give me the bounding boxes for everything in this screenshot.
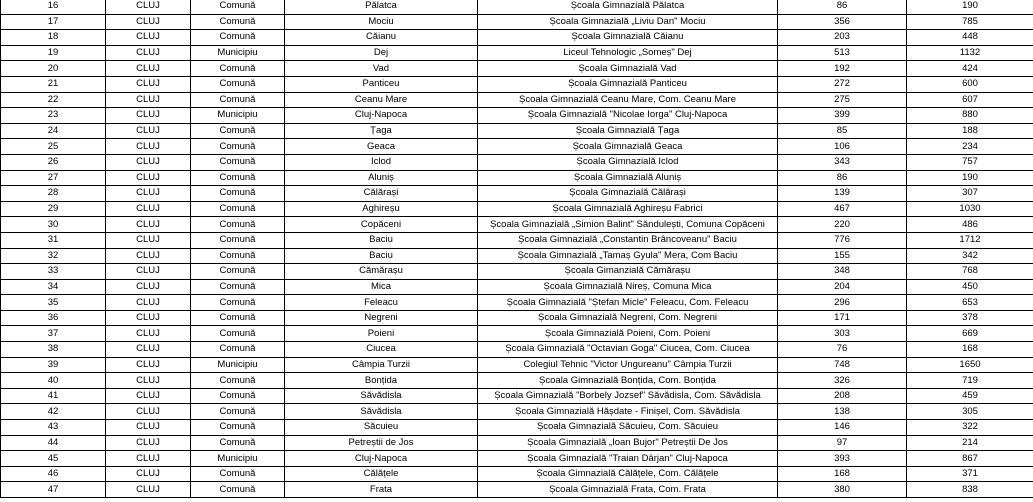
value-b-cell: 305 xyxy=(907,404,1033,420)
locality-type-cell: Municipiu xyxy=(191,451,285,467)
locality-cell: Căianu xyxy=(285,30,478,46)
county-cell: CLUJ xyxy=(106,342,191,358)
value-a-cell: 343 xyxy=(778,154,907,170)
value-b-cell: 450 xyxy=(907,279,1033,295)
locality-type-cell: Municipiu xyxy=(191,108,285,124)
school-name-cell: Școala Gimnazială „Ioan Bujor" Petreștii De Jos xyxy=(478,435,778,451)
locality-type-cell: Comună xyxy=(191,248,285,264)
county-cell: CLUJ xyxy=(106,482,191,498)
locality-cell: Ceanu Mare xyxy=(285,92,478,108)
locality-cell: Iclod xyxy=(285,154,478,170)
school-name-cell: Școala Gimnazială Poieni, Com. Poieni xyxy=(478,326,778,342)
county-cell: CLUJ xyxy=(106,264,191,280)
row-number-cell: 22 xyxy=(1,92,106,108)
table-row xyxy=(1,0,1033,14)
school-name-cell: Școala Gimnazială Ceanu Mare, Com. Ceanu Mare xyxy=(478,92,778,108)
value-b-cell: 768 xyxy=(907,264,1033,280)
locality-type-cell: Comună xyxy=(191,232,285,248)
table-body xyxy=(1,0,1033,498)
table-row xyxy=(1,279,1033,295)
locality-type-cell: Comună xyxy=(191,76,285,92)
school-name-cell: Colegiul Tehnic "Victor Ungureanu" Câmpia Turzii xyxy=(478,357,778,373)
county-cell: CLUJ xyxy=(106,123,191,139)
county-cell: CLUJ xyxy=(106,420,191,436)
table-row xyxy=(1,61,1033,77)
locality-type-cell: Comună xyxy=(191,139,285,155)
locality-cell: Dej xyxy=(285,45,478,61)
locality-cell: Aluniș xyxy=(285,170,478,186)
table-row xyxy=(1,186,1033,202)
locality-type-cell: Comună xyxy=(191,404,285,420)
value-a-cell: 106 xyxy=(778,139,907,155)
row-number-cell: 29 xyxy=(1,201,106,217)
locality-type-cell: Comună xyxy=(191,420,285,436)
value-b-cell: 424 xyxy=(907,61,1033,77)
locality-cell: Mociu xyxy=(285,14,478,30)
locality-cell: Feleacu xyxy=(285,295,478,311)
value-a-cell: 204 xyxy=(778,279,907,295)
table-row xyxy=(1,170,1033,186)
locality-cell: Negreni xyxy=(285,310,478,326)
value-a-cell: 208 xyxy=(778,388,907,404)
table-row xyxy=(1,14,1033,30)
county-cell: CLUJ xyxy=(106,404,191,420)
school-name-cell: Școala Gimnazială Negreni, Com. Negreni xyxy=(478,310,778,326)
locality-cell: Săvădisla xyxy=(285,404,478,420)
county-cell: CLUJ xyxy=(106,0,191,14)
row-number-cell: 17 xyxy=(1,14,106,30)
row-number-cell: 19 xyxy=(1,45,106,61)
locality-cell: Petreștii de Jos xyxy=(285,435,478,451)
value-b-cell: 168 xyxy=(907,342,1033,358)
locality-type-cell: Comună xyxy=(191,123,285,139)
value-a-cell: 192 xyxy=(778,61,907,77)
value-b-cell: 1132 xyxy=(907,45,1033,61)
table-row xyxy=(1,404,1033,420)
locality-cell: Ciucea xyxy=(285,342,478,358)
county-cell: CLUJ xyxy=(106,295,191,311)
locality-type-cell: Comună xyxy=(191,466,285,482)
table-row xyxy=(1,92,1033,108)
table-row xyxy=(1,326,1033,342)
locality-type-cell: Comună xyxy=(191,92,285,108)
locality-type-cell: Comună xyxy=(191,388,285,404)
locality-type-cell: Comună xyxy=(191,14,285,30)
locality-cell: Panticeu xyxy=(285,76,478,92)
table-row xyxy=(1,45,1033,61)
value-a-cell: 303 xyxy=(778,326,907,342)
value-b-cell: 378 xyxy=(907,310,1033,326)
locality-type-cell: Municipiu xyxy=(191,45,285,61)
school-name-cell: Școala Gimnazială "Nicolae Iorga" Cluj-Napoca xyxy=(478,108,778,124)
value-b-cell: 322 xyxy=(907,420,1033,436)
row-number-cell: 45 xyxy=(1,451,106,467)
value-b-cell: 188 xyxy=(907,123,1033,139)
locality-type-cell: Comună xyxy=(191,154,285,170)
county-cell: CLUJ xyxy=(106,232,191,248)
county-cell: CLUJ xyxy=(106,279,191,295)
table-row xyxy=(1,342,1033,358)
table-row xyxy=(1,466,1033,482)
county-cell: CLUJ xyxy=(106,92,191,108)
row-number-cell: 33 xyxy=(1,264,106,280)
school-name-cell: Liceul Tehnologic „Someș" Dej xyxy=(478,45,778,61)
value-b-cell: 342 xyxy=(907,248,1033,264)
table-row xyxy=(1,264,1033,280)
county-cell: CLUJ xyxy=(106,201,191,217)
school-name-cell: Școala Gimnazială Țaga xyxy=(478,123,778,139)
locality-cell: Poieni xyxy=(285,326,478,342)
row-number-cell: 46 xyxy=(1,466,106,482)
county-cell: CLUJ xyxy=(106,170,191,186)
table-row xyxy=(1,482,1033,498)
county-cell: CLUJ xyxy=(106,310,191,326)
value-a-cell: 86 xyxy=(778,0,907,14)
locality-cell: Săcuieu xyxy=(285,420,478,436)
county-cell: CLUJ xyxy=(106,186,191,202)
value-a-cell: 348 xyxy=(778,264,907,280)
school-name-cell: Școala Gimnazială Nireș, Comuna Mica xyxy=(478,279,778,295)
value-b-cell: 1030 xyxy=(907,201,1033,217)
value-a-cell: 97 xyxy=(778,435,907,451)
row-number-cell: 47 xyxy=(1,482,106,498)
table-row xyxy=(1,30,1033,46)
school-name-cell: Școala Gimanzială Cămărașu xyxy=(478,264,778,280)
locality-cell: Cluj-Napoca xyxy=(285,451,478,467)
county-cell: CLUJ xyxy=(106,45,191,61)
locality-cell: Vad xyxy=(285,61,478,77)
school-name-cell: Școala Gimnazială „Simion Balint" Săndulești, Comuna Copăceni xyxy=(478,217,778,233)
row-number-cell: 43 xyxy=(1,420,106,436)
county-cell: CLUJ xyxy=(106,466,191,482)
value-b-cell: 307 xyxy=(907,186,1033,202)
value-b-cell: 1650 xyxy=(907,357,1033,373)
locality-cell: Pălatca xyxy=(285,0,478,14)
value-a-cell: 171 xyxy=(778,310,907,326)
school-name-cell: Școala Gimnazială "Octavian Goga" Ciucea, Com. Ciucea xyxy=(478,342,778,358)
locality-type-cell: Comună xyxy=(191,264,285,280)
school-name-cell: Școala Gimnazială Pălatca xyxy=(478,0,778,14)
value-a-cell: 513 xyxy=(778,45,907,61)
value-a-cell: 272 xyxy=(778,76,907,92)
school-name-cell: Școala Gimnazială "Ștefan Micle" Feleacu, Com. Feleacu xyxy=(478,295,778,311)
value-a-cell: 275 xyxy=(778,92,907,108)
school-name-cell: Școala Gimnazială Frata, Com. Frata xyxy=(478,482,778,498)
table-row xyxy=(1,420,1033,436)
row-number-cell: 27 xyxy=(1,170,106,186)
row-number-cell: 42 xyxy=(1,404,106,420)
value-a-cell: 393 xyxy=(778,451,907,467)
value-b-cell: 669 xyxy=(907,326,1033,342)
table-row xyxy=(1,108,1033,124)
locality-type-cell: Comună xyxy=(191,61,285,77)
locality-type-cell: Comună xyxy=(191,30,285,46)
row-number-cell: 23 xyxy=(1,108,106,124)
locality-cell: Copăceni xyxy=(285,217,478,233)
value-b-cell: 719 xyxy=(907,373,1033,389)
locality-type-cell: Comună xyxy=(191,201,285,217)
school-name-cell: Școala Gimnazială Călățele, Com. Călățele xyxy=(478,466,778,482)
table-row xyxy=(1,295,1033,311)
locality-cell: Săvădisla xyxy=(285,388,478,404)
value-b-cell: 371 xyxy=(907,466,1033,482)
locality-cell: Călățele xyxy=(285,466,478,482)
table-row xyxy=(1,201,1033,217)
value-b-cell: 234 xyxy=(907,139,1033,155)
value-b-cell: 486 xyxy=(907,217,1033,233)
value-a-cell: 326 xyxy=(778,373,907,389)
value-a-cell: 220 xyxy=(778,217,907,233)
table-row xyxy=(1,357,1033,373)
value-a-cell: 356 xyxy=(778,14,907,30)
locality-cell: Bonțida xyxy=(285,373,478,389)
county-cell: CLUJ xyxy=(106,435,191,451)
value-b-cell: 757 xyxy=(907,154,1033,170)
row-number-cell: 20 xyxy=(1,61,106,77)
locality-type-cell: Comună xyxy=(191,217,285,233)
row-number-cell: 28 xyxy=(1,186,106,202)
locality-cell: Cămărașu xyxy=(285,264,478,280)
locality-type-cell: Municipiu xyxy=(191,357,285,373)
locality-cell: Câmpia Turzii xyxy=(285,357,478,373)
row-number-cell: 34 xyxy=(1,279,106,295)
school-name-cell: Școala Gimnazială Panticeu xyxy=(478,76,778,92)
county-cell: CLUJ xyxy=(106,217,191,233)
county-cell: CLUJ xyxy=(106,14,191,30)
row-number-cell: 21 xyxy=(1,76,106,92)
school-name-cell: Școala Gimnazială "Borbely Jozsef" Săvădisla, Com. Săvădisla xyxy=(478,388,778,404)
locality-type-cell: Comună xyxy=(191,310,285,326)
county-cell: CLUJ xyxy=(106,248,191,264)
county-cell: CLUJ xyxy=(106,61,191,77)
table-row xyxy=(1,217,1033,233)
locality-type-cell: Comună xyxy=(191,279,285,295)
locality-type-cell: Comună xyxy=(191,186,285,202)
value-a-cell: 467 xyxy=(778,201,907,217)
row-number-cell: 36 xyxy=(1,310,106,326)
value-b-cell: 190 xyxy=(907,0,1033,14)
row-number-cell: 18 xyxy=(1,30,106,46)
value-b-cell: 459 xyxy=(907,388,1033,404)
county-cell: CLUJ xyxy=(106,30,191,46)
value-b-cell: 653 xyxy=(907,295,1033,311)
school-name-cell: Școala Gimnazială "Traian Dârjan" Cluj-Napoca xyxy=(478,451,778,467)
row-number-cell: 39 xyxy=(1,357,106,373)
row-number-cell: 26 xyxy=(1,154,106,170)
table-row xyxy=(1,139,1033,155)
school-name-cell: Școala Gimnazială Căianu xyxy=(478,30,778,46)
value-a-cell: 203 xyxy=(778,30,907,46)
school-name-cell: Școala Gimnazială Vad xyxy=(478,61,778,77)
locality-cell: Baciu xyxy=(285,232,478,248)
value-b-cell: 1712 xyxy=(907,232,1033,248)
county-cell: CLUJ xyxy=(106,139,191,155)
locality-type-cell: Comună xyxy=(191,326,285,342)
value-b-cell: 867 xyxy=(907,451,1033,467)
value-b-cell: 214 xyxy=(907,435,1033,451)
value-a-cell: 168 xyxy=(778,466,907,482)
locality-cell: Cluj-Napoca xyxy=(285,108,478,124)
value-a-cell: 748 xyxy=(778,357,907,373)
school-name-cell: Școala Gimnazială Geaca xyxy=(478,139,778,155)
value-a-cell: 146 xyxy=(778,420,907,436)
school-name-cell: Școala Gimnazială „Constantin Brâncoveanu" Baciu xyxy=(478,232,778,248)
county-cell: CLUJ xyxy=(106,76,191,92)
school-name-cell: Școala Gimnazială Săcuieu, Com. Săcuieu xyxy=(478,420,778,436)
table-row xyxy=(1,435,1033,451)
row-number-cell: 31 xyxy=(1,232,106,248)
value-b-cell: 785 xyxy=(907,14,1033,30)
table-row xyxy=(1,232,1033,248)
school-name-cell: Școala Gimnazială Aghireșu Fabrici xyxy=(478,201,778,217)
value-a-cell: 296 xyxy=(778,295,907,311)
county-cell: CLUJ xyxy=(106,388,191,404)
row-number-cell: 41 xyxy=(1,388,106,404)
row-number-cell: 37 xyxy=(1,326,106,342)
value-a-cell: 138 xyxy=(778,404,907,420)
table-row xyxy=(1,123,1033,139)
value-a-cell: 399 xyxy=(778,108,907,124)
value-a-cell: 76 xyxy=(778,342,907,358)
locality-cell: Frata xyxy=(285,482,478,498)
locality-cell: Baciu xyxy=(285,248,478,264)
county-cell: CLUJ xyxy=(106,326,191,342)
locality-type-cell: Comună xyxy=(191,435,285,451)
row-number-cell: 16 xyxy=(1,0,106,14)
value-a-cell: 380 xyxy=(778,482,907,498)
value-b-cell: 880 xyxy=(907,108,1033,124)
row-number-cell: 30 xyxy=(1,217,106,233)
locality-cell: Aghireșu xyxy=(285,201,478,217)
row-number-cell: 44 xyxy=(1,435,106,451)
table-row xyxy=(1,310,1033,326)
table-row xyxy=(1,154,1033,170)
row-number-cell: 25 xyxy=(1,139,106,155)
county-cell: CLUJ xyxy=(106,373,191,389)
table-row xyxy=(1,388,1033,404)
locality-type-cell: Comună xyxy=(191,482,285,498)
row-number-cell: 24 xyxy=(1,123,106,139)
value-b-cell: 838 xyxy=(907,482,1033,498)
row-number-cell: 40 xyxy=(1,373,106,389)
school-name-cell: Școala Gimnazială Hășdate - Finișel, Com. Săvădisla xyxy=(478,404,778,420)
value-b-cell: 448 xyxy=(907,30,1033,46)
value-a-cell: 776 xyxy=(778,232,907,248)
school-name-cell: Școala Gimnazială Iclod xyxy=(478,154,778,170)
county-cell: CLUJ xyxy=(106,451,191,467)
locality-cell: Țaga xyxy=(285,123,478,139)
row-number-cell: 35 xyxy=(1,295,106,311)
row-number-cell: 32 xyxy=(1,248,106,264)
school-name-cell: Școala Gimnazială „Liviu Dan" Mociu xyxy=(478,14,778,30)
school-name-cell: Școala Gimnazială „Tamaș Gyula" Mera, Com Baciu xyxy=(478,248,778,264)
value-b-cell: 607 xyxy=(907,92,1033,108)
locality-type-cell: Comună xyxy=(191,0,285,14)
county-cell: CLUJ xyxy=(106,357,191,373)
school-name-cell: Școala Gimnazială Aluniș xyxy=(478,170,778,186)
locality-cell: Mica xyxy=(285,279,478,295)
locality-type-cell: Comună xyxy=(191,342,285,358)
table-row xyxy=(1,76,1033,92)
value-a-cell: 86 xyxy=(778,170,907,186)
value-b-cell: 600 xyxy=(907,76,1033,92)
value-b-cell: 190 xyxy=(907,170,1033,186)
locality-type-cell: Comună xyxy=(191,295,285,311)
locality-cell: Geaca xyxy=(285,139,478,155)
table-row xyxy=(1,248,1033,264)
table-row xyxy=(1,451,1033,467)
value-a-cell: 155 xyxy=(778,248,907,264)
locality-cell: Călărași xyxy=(285,186,478,202)
school-name-cell: Școala Gimnazială Călărași xyxy=(478,186,778,202)
value-a-cell: 139 xyxy=(778,186,907,202)
county-cell: CLUJ xyxy=(106,108,191,124)
school-name-cell: Școala Gimnazială Bonțida, Com. Bonțida xyxy=(478,373,778,389)
locality-type-cell: Comună xyxy=(191,170,285,186)
county-cell: CLUJ xyxy=(106,154,191,170)
value-a-cell: 85 xyxy=(778,123,907,139)
table-row xyxy=(1,373,1033,389)
locality-type-cell: Comună xyxy=(191,373,285,389)
row-number-cell: 38 xyxy=(1,342,106,358)
